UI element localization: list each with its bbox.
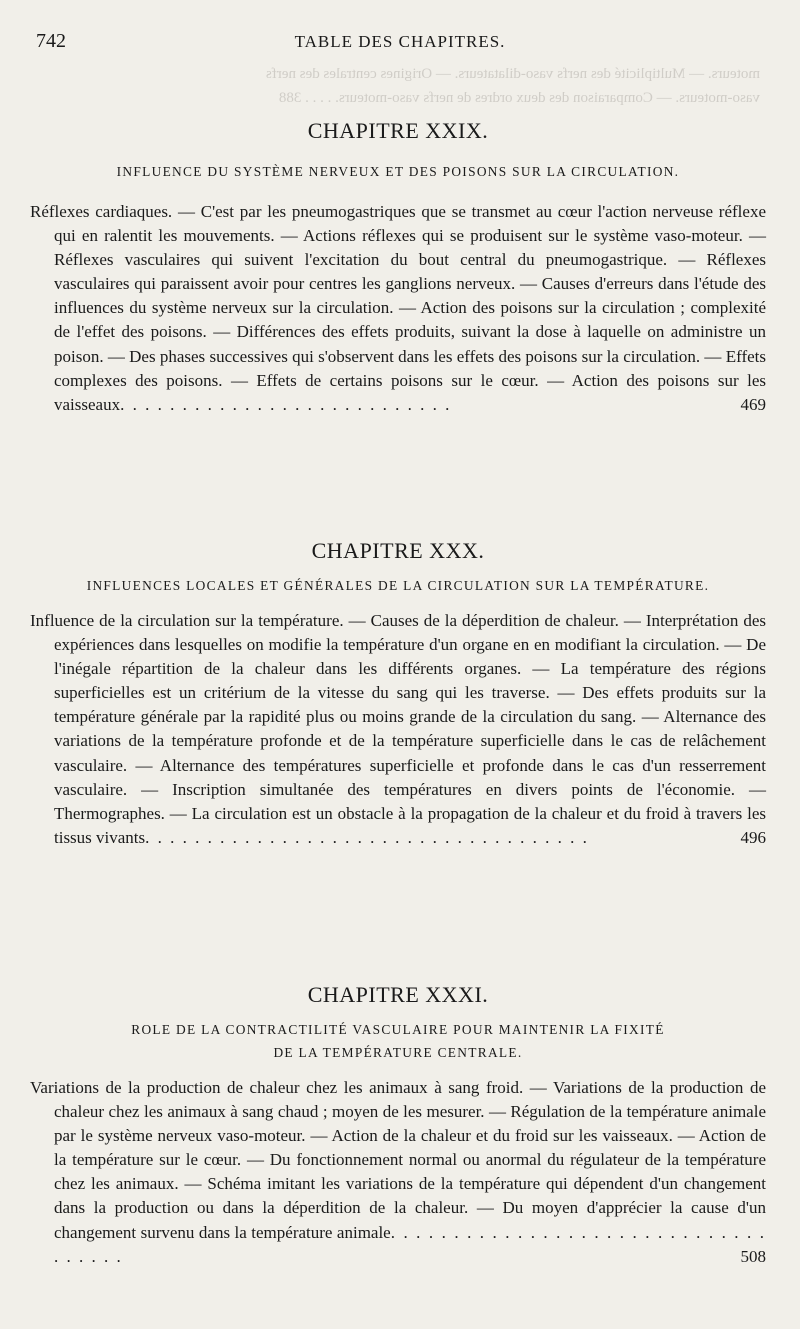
chapter-31 — [30, 982, 766, 1269]
chapter-title: CHAPITRE XXXI. — [307, 982, 489, 1007]
chapter-subtitle: ROLE DE LA CONTRACTILITÉ VASCULAIRE POUR MAINTENIR LA FIXITÉ — [131, 1022, 665, 1037]
summary-text: Variations de la production de chaleur chez les animaux à sang froid. — Variations de la production de chaleur chez les animaux à sang chaud ; moyen de les mesurer. — Régulation de la température animale par le système nerveux vaso-moteur. — Action de la chaleur et du froid sur les vaisseaux. — Action de la température sur le cœur. — Du fonctionnement normal ou anormal du régulateur de la température chez les animaux. — Schéma imitant les variations de la température qui dépendent d'un changement dans la production ou dans la déperdition de la chaleur. — Du moyen d'apprécier la cause d'un changement survenu dans la température animale — [30, 1078, 766, 1242]
dot-leader: . . . . . . . . . . . . . . . . . . . . . . . . . . . . . . . . . . . . — [54, 1222, 767, 1266]
chapter-title: CHAPITRE XXX. — [311, 538, 485, 563]
chapter-subtitle: INFLUENCES LOCALES ET GÉNÉRALES DE LA CIRCULATION SUR LA TEMPÉRATURE. — [86, 578, 710, 593]
page-reference: 469 — [740, 394, 766, 414]
page-number: 742 — [36, 30, 66, 52]
chapter-subtitle: INFLUENCE DU SYSTÈME NERVEUX ET DES POISONS SUR LA CIRCULATION. — [116, 164, 680, 179]
chapter-summary — [30, 200, 766, 417]
running-title: TABLE DES CHAPITRES. — [294, 32, 506, 51]
page-reference: 508 — [740, 1246, 766, 1266]
chapter-30 — [30, 538, 766, 850]
page-header — [36, 30, 764, 60]
chapter-subtitle: DE LA TEMPÉRATURE CENTRALE. — [273, 1045, 523, 1060]
dot-leader: . . . . . . . . . . . . . . . . . . . . . . . . . . . — [120, 394, 452, 414]
dot-leader: . . . . . . . . . . . . . . . . . . . . . . . . . . . . . . . . . . . . — [145, 827, 589, 847]
chapter-title: CHAPITRE XXIX. — [307, 118, 489, 143]
chapter-29 — [30, 118, 766, 417]
bleed-through-line: moteurs. — Multiplicité des nerfs vaso-dilatateurs. — Origines centrales des nerfs — [265, 66, 760, 82]
page-reference: 496 — [740, 827, 766, 847]
summary-text: Réflexes cardiaques. — C'est par les pneumogastriques que se transmet au cœur l'action nerveuse réflexe qui en ralentit les mouvements. — Actions réflexes qui se produisent sur le système vaso-moteur. — Réflexes vasculaires qui suivent l'excitation du bout central du pneumogastrique. — Réflexes vasculaires qui paraissent avoir pour centres les ganglions nerveux. — Causes d'erreurs dans l'étude des influences du système nerveux sur la circulation. — Action des poisons sur la circulation ; complexité de l'effet des poisons. — Différences des effets produits, suivant la dose à laquelle on administre un poison. — Des phases successives qui s'observent dans les effets des poisons sur la circulation. — Effets complexes des poisons. — Effets de certains poisons sur le cœur. — Action des poisons sur les vaisseaux — [30, 202, 766, 414]
chapter-summary — [30, 609, 766, 850]
summary-text: Influence de la circulation sur la température. — Causes de la déperdition de chaleur. — Interprétation des expériences dans lesquelles on modifie la température d'un organe en en modifiant la circulation. — De l'inégale répartition de la chaleur dans les différents organes. — La température des régions superficielles est un critérium de la vitesse du sang qui les traverse. — Des effets produits sur la température générale par la rapidité plus ou moins grande de la circulation du sang. — Alternance des variations de la température profonde et de la température superficielle dans le cas de relâchement vasculaire. — Alternance des températures superficielle et profonde dans le cas d'un resserrement vasculaire. — Inscription simultanée des températures en divers points de l'économie. — Thermographes. — La circulation est un obstacle à la propagation de la chaleur et du froid à travers les tissus vivants — [30, 611, 766, 847]
bleed-through-line: vaso-moteurs. — Comparaison des deux ordres de nerfs vaso-moteurs. . . . . 388 — [278, 90, 760, 106]
chapter-summary — [30, 1076, 766, 1269]
